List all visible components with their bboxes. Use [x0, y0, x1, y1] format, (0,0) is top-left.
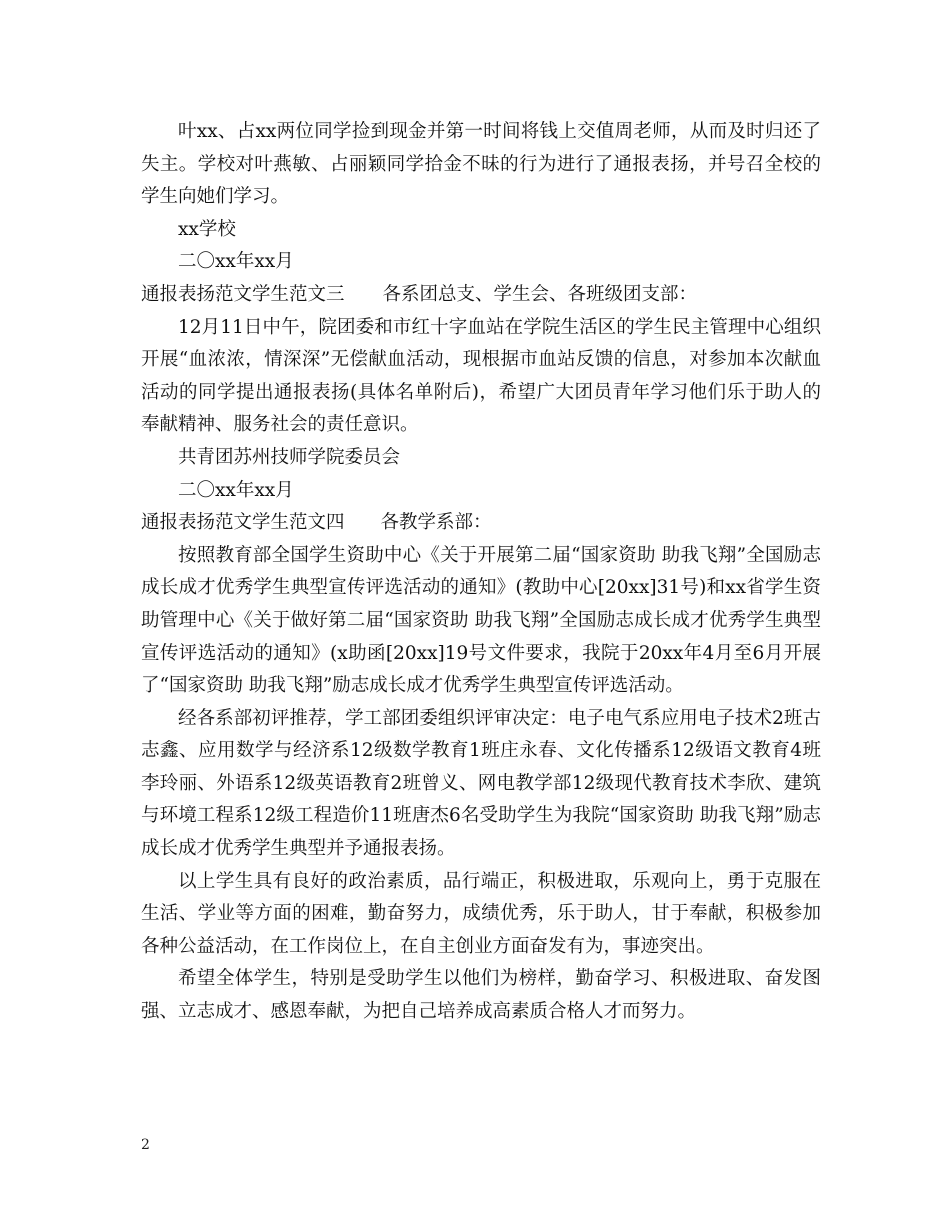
signature-school	[141, 214, 821, 247]
section-heading-sample-three	[141, 279, 821, 312]
paragraph-blood-donation	[141, 312, 821, 442]
paragraph-selected-students	[141, 703, 821, 866]
paragraph-student-qualities	[141, 866, 821, 964]
paragraph-text: 12月11日中午，院团委和市红十字血站在学院生活区的学生民主管理中心组织开展“血浓浓，情深深”无偿献血活动，现根据市血站反馈的信息，对参加本次献血活动的同学提出通报表扬(具体名单附后)，希望广大团员青年学习他们乐于助人的奉献精神、服务社会的责任意识。	[141, 316, 821, 436]
salutation: 各教学系部：	[380, 512, 492, 534]
signature-date	[141, 475, 821, 508]
paragraph-text: 以上学生具有良好的政治素质，品行端正，积极进取，乐观向上，勇于克服在生活、学业等方面的困难，勤奋努力，成绩优秀，乐于助人，甘于奉献，积极参加各种公益活动，在工作岗位上，在自主创业方面奋发有为，事迹突出。	[141, 870, 821, 957]
section-title: 通报表扬范文学生范文三	[141, 283, 345, 305]
date-text: 二〇xx年xx月	[178, 479, 294, 501]
section-title: 通报表扬范文学生范文四	[141, 512, 345, 534]
date-text: 二〇xx年xx月	[178, 251, 294, 273]
signature-text: xx学校	[178, 218, 236, 240]
salutation: 各系团总支、学生会、各班级团支部：	[382, 283, 698, 305]
document-body	[141, 116, 821, 1029]
signature-text: 共青团苏州技师学院委员会	[178, 446, 401, 468]
page-number: 2	[141, 1137, 150, 1153]
signature-date	[141, 246, 821, 279]
paragraph-lost-money-praise	[141, 116, 821, 214]
signature-committee	[141, 442, 821, 475]
paragraph-text: 希望全体学生，特别是受助学生以他们为榜样，勤奋学习、积极进取、奋发图强、立志成才、感恩奉献，为把自己培养成高素质合格人才而努力。	[141, 968, 821, 1023]
paragraph-text: 经各系部初评推荐，学工部团委组织评审决定：电子电气系应用电子技术2班古志鑫、应用数学与经济系12级数学教育1班庄永春、文化传播系12级语文教育4班李玲丽、外语系12级英语教育2班曾义、网电教学部12级现代教育技术李欣、建筑与环境工程系12级工程造价11班唐杰6名受助学生为我院“国家资助 助我飞翔”励志成长成才优秀学生典型并予通报表扬。	[141, 707, 821, 860]
paragraph-notice-basis	[141, 540, 821, 703]
section-heading-sample-four	[141, 507, 821, 540]
paragraph-closing-hope	[141, 963, 821, 1028]
paragraph-text: 按照教育部全国学生资助中心《关于开展第二届“国家资助 助我飞翔”全国励志成长成才优秀学生典型宣传评选活动的通知》(教助中心[20xx]31号)和xx省学生资助管理中心《关于做好第二届“国家资助 助我飞翔”全国励志成长成才优秀学生典型宣传评选活动的通知》(x助函[20xx]19号文件要求，我院于20xx年4月至6月开展了“国家资助 助我飞翔”励志成长成才优秀学生典型宣传评选活动。	[141, 544, 821, 697]
paragraph-text: 叶xx、占xx两位同学捡到现金并第一时间将钱上交值周老师，从而及时归还了失主。学校对叶燕敏、占丽颖同学拾金不昧的行为进行了通报表扬，并号召全校的学生向她们学习。	[141, 121, 821, 208]
